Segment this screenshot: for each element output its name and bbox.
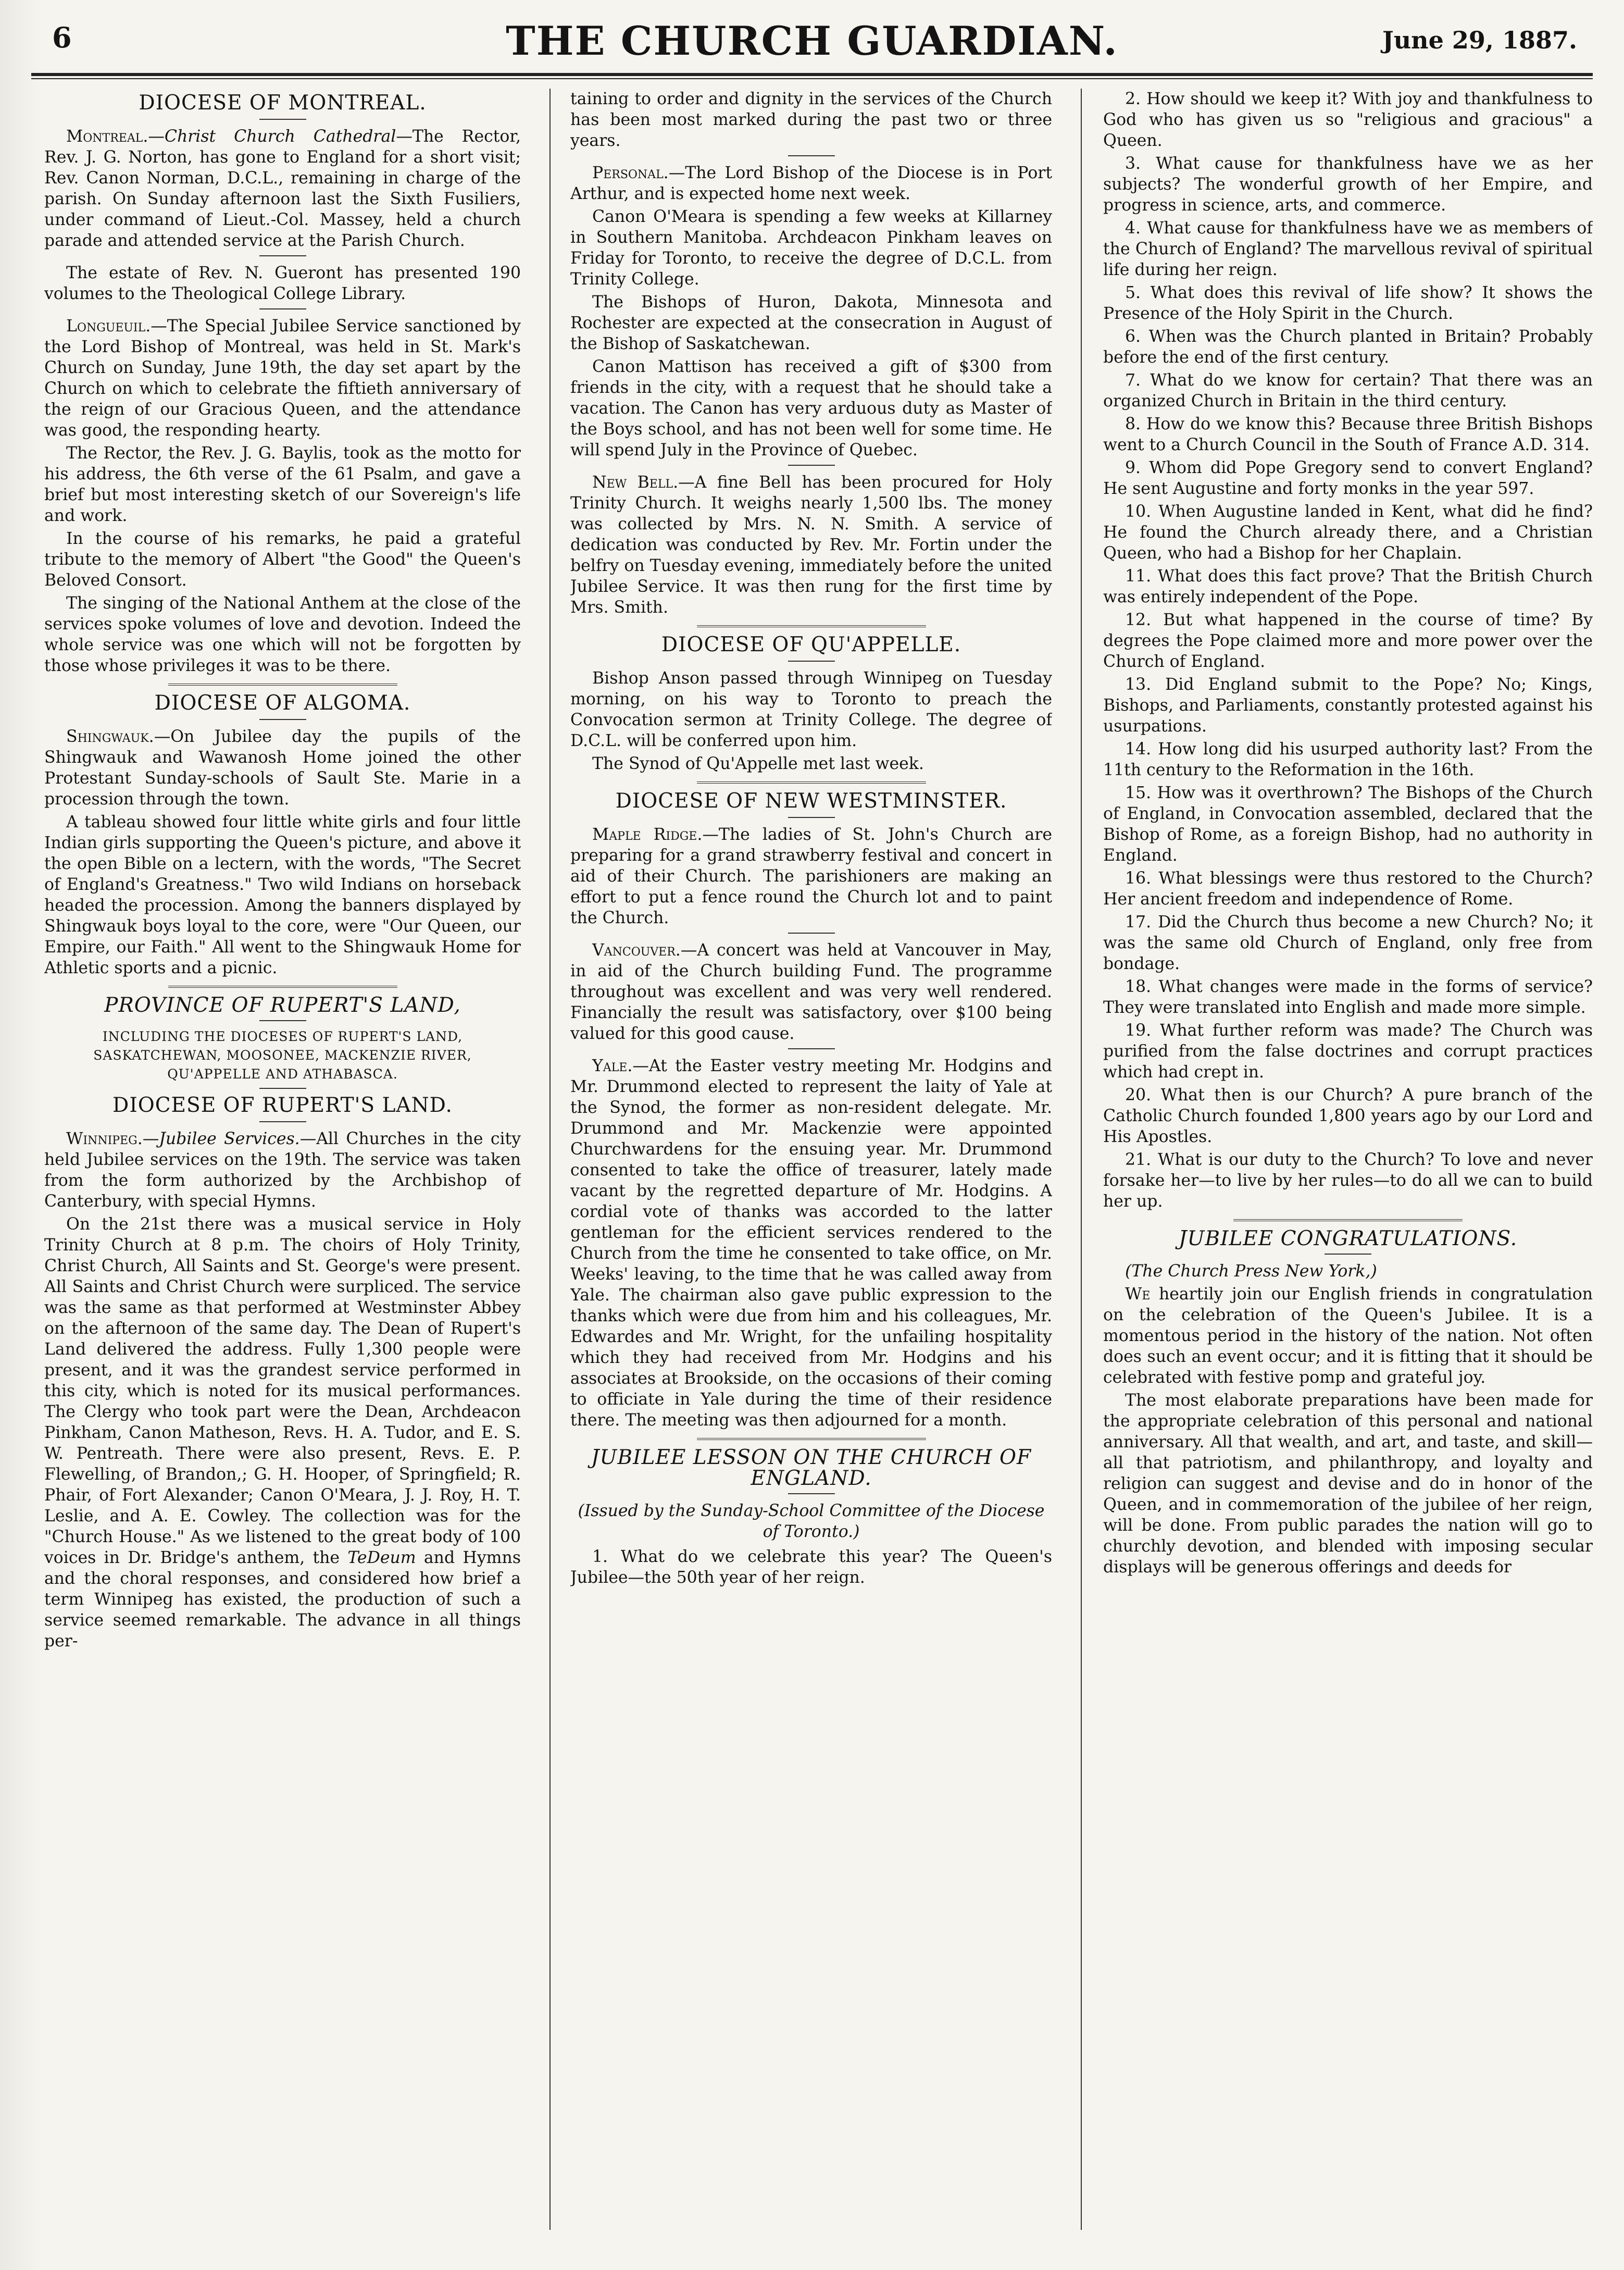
source-note: (The Church Press New York,) [1125,1262,1377,1281]
section-heading: JUBILEE LESSON ON THE CHURCH OF ENGLAND. [591,1446,1032,1490]
section-heading: PROVINCE OF RUPERT'S LAND, [104,994,461,1017]
catechism-question: 7. What do we know for certain? That there was an organized Church in Britain in the third century. [1103,371,1593,411]
article-paragraph: The most elaborate preparations have been made for the appropriate celebration of this personal and national anniversary. All that wealth, and art, and taste, and skill—all that patriotism, and philanthropy, and loyalty and religion can suggest and devise and do in honor of the Queen, and in commemoration of the jubilee of her reign, will be done. From public parades the nation will go to churchly devotion, and blended with imposing secular displays will be generous offerings and deeds for [1103,1391,1593,1577]
column-3 [1103,89,1593,2235]
short-rule [1325,1254,1371,1255]
section-rule [697,782,926,784]
article-paragraph: On the 21st there was a musical service in Holy Trinity Church at 8 p.m. The choirs of Holy Trinity, Christ Church, All Saints and St. George's were present. All Saints and Christ Church were surpliced. The service was the same as that performed at Westminster Abbey on the afternoon of the same day. The Dean of Rupert's Land delivered the address. Fully 1,300 people were present, and it was the grandest service performed in this city, which is noted for its musical performances. The Clergy who took part were the Dean, Archdeacon Pinkham, Canon Matheson, Revs. H. A. Tudor, and E. S. W. Pentreath. There were also present, Revs. E. P. Flewelling, of Brandon,; G. H. Hooper, of Springfield; R. Phair, of Fort Alexander; Canon O'Meara, J. J. Roy, H. T. Leslie, and A. E. Cowley. The collection was for the "Church House." As we listened to the great body of 100 voices in Dr. Bridge's anthem, the TeDeum and Hymns and the choral responses, and considered how brief a term Winnipeg has existed, the production of such a service seemed remarkable. The advance in all things per- [44,1215,521,1651]
catechism-question: 12. But what happened in the course of time? By degrees the Pope claimed more and more power over the Church of England. [1103,611,1593,671]
section-subheading: INCLUDING THE DIOCESES OF RUPERT'S LAND, SASKATCHEWAN, MOOSONEE, MACKENZIE RIVER, QU'APPELLE AND ATHABASCA. [93,1029,472,1082]
article-paragraph: Montreal.—Christ Church Cathedral—The Rector, Rev. J. G. Norton, has gone to England for a short visit; Rev. Canon Norman, D.C.L., remaining in charge of the parish. On Sunday afternoon last the Sixth Fusiliers, under command of Lieut.-Col. Massey, held a church parade and attended service at the Parish Church. [44,127,521,250]
catechism-question: 8. How do we know this? Because three British Bishops went to a Church Council in the South of France A.D. 314. [1103,415,1593,454]
article-paragraph: The Synod of Qu'Appelle met last week. [592,754,924,773]
catechism-question: 3. What cause for thankfulness have we as her subjects? The wonderful growth of her Empire, and progress in science, arts, and commerce. [1103,154,1593,215]
short-rule [259,119,306,120]
section-rule [697,625,926,627]
article-paragraph: The Rector, the Rev. J. G. Baylis, took as the motto for his address, the 6th verse of the 61 Psalm, and gave a brief but most interesting sketch of our Sovereign's life and work. [44,444,521,525]
section-heading: DIOCESE OF ALGOMA. [154,691,411,715]
catechism-question: 5. What does this revival of life show? It shows the Presence of the Holy Spirit in the Church. [1103,283,1593,323]
catechism-question: 18. What changes were made in the forms of service? They were translated into English and made more simple. [1103,977,1593,1017]
issued-by-note: (Issued by the Sunday-School Committee of the Diocese of Toronto.) [578,1502,1045,1541]
article-paragraph: Shingwauk.—On Jubilee day the pupils of the Shingwauk and Wawanosh Home joined the other Protestant Sunday-schools of Sault Ste. Marie in a procession through the town. [44,727,521,809]
article-paragraph: Yale.—At the Easter vestry meeting Mr. Hodgins and Mr. Drummond elected to represent the laity of Yale at the Synod, the former as non-resident delegate. Mr. Drummond and Mr. Mackenzie were appointed Churchwardens for the ensuing year. Mr. Drummond consented to take the office of treasurer, lately made vacant by the regretted departure of Mr. Hodgins. A cordial vote of thanks was accorded to the latter gentleman for the efficient services rendered to the Church from the time he consented to take office, on Mr. Weeks' leaving, to the time that he was called away from Yale. The chairman also gave public expression to the thanks which were due from him and his colleagues, Mr. Edwardes and Mr. Wright, for the unfailing hospitality which they had received from Mr. Hodgins and his associates at Brookside, on the occasions of their coming to officiate in Yale during the time of their residence there. The meeting was then adjourned for a month. [570,1057,1052,1430]
article-paragraph: A tableau showed four little white girls and four little Indian girls supporting the Queen's picture, and above it the open Bible on a lectern, with the words, "The Secret of England's Greatness." Two wild Indians on horseback headed the procession. Among the banners displayed by Shingwauk boys loyal to the core, were "Our Queen, our Empire, our Faith." All went to the Shingwauk Home for Athletic sports and a picnic. [44,813,521,977]
article-paragraph: The Bishops of Huron, Dakota, Minnesota and Rochester are expected at the consecration in August of the Bishop of Saskatchewan. [570,293,1052,353]
short-rule [788,661,835,662]
catechism-question: 6. When was the Church planted in Britain? Probably before the end of the first century. [1103,327,1593,367]
column-divider [1081,89,1082,2230]
catechism-question: 20. What then is our Church? A pure branch of the Catholic Church founded 1,800 years ago by our Lord and His Apostles. [1103,1086,1593,1146]
catechism-question: 4. What cause for thankfulness have we as members of the Church of England? The marvellous revival of spiritual life during her reign. [1103,219,1593,279]
page-number: 6 [52,21,72,54]
column-divider [549,89,551,2230]
article-paragraph: Canon O'Meara is spending a few weeks at Killarney in Southern Manitoba. Archdeacon Pinkham leaves on Friday for Toronto, to receive the degree of D.C.L. from Trinity College. [570,207,1052,289]
short-rule [788,155,835,156]
article-paragraph: In the course of his remarks, he paid a grateful tribute to the memory of Albert "the Good" the Queen's Beloved Consort. [44,529,521,590]
catechism-question: 21. What is our duty to the Church? To love and never forsake her—to live by her rules—to do all we can to build her up. [1103,1150,1593,1211]
catechism-question: 9. Whom did Pope Gregory send to convert England? He sent Augustine and forty monks in the year 597. [1103,458,1593,498]
article-paragraph: taining to order and dignity in the services of the Church has been most marked during the past two or three years. [570,90,1052,150]
section-rule [697,1438,926,1440]
article-paragraph: Vancouver.—A concert was held at Vancouver in May, in aid of the Church building Fund. The programme throughout was excellent and was very well rendered. Financially the result was satisfactory, over $100 being valued for this good cause. [570,941,1052,1043]
catechism-question: 13. Did England submit to the Pope? No; Kings, Bishops, and Parliaments, constantly protested against his usurpations. [1103,675,1593,736]
newspaper-title: THE CHURCH GUARDIAN. [506,18,1118,64]
scan-shadow [0,0,42,2270]
column-2 [570,89,1052,2235]
short-rule [788,1048,835,1049]
section-heading: DIOCESE OF RUPERT'S LAND. [113,1094,453,1117]
article-paragraph: Maple Ridge.—The ladies of St. John's Church are preparing for a grand strawberry festival and concert in aid of their Church. The parishioners are making an effort to put a fence round the Church lot and to paint the Church. [570,825,1052,927]
article-paragraph: Winnipeg.—Jubilee Services.—All Churches in the city held Jubilee services on the 19th. The service was taken from the form authorized by the Archbishop of Canterbury, with special Hymns. [44,1130,521,1211]
section-heading: DIOCESE OF NEW WESTMINSTER. [615,789,1007,813]
short-rule [259,255,306,256]
column-1 [44,89,521,2235]
article-paragraph: Personal.—The Lord Bishop of the Diocese is in Port Arthur, and is expected home next week. [570,164,1052,203]
short-rule [259,719,306,720]
masthead [31,10,1593,76]
article-paragraph: We heartily join our English friends in congratulation on the celebration of the Queen's Jubilee. It is a momentous period in the history of the nation. Not often does such an event occur; and it is fitting that it should be celebrated with festive pomp and grateful joy. [1103,1285,1593,1387]
catechism-question: 14. How long did his usurped authority last? From the 11th century to the Reformation in the 16th. [1103,740,1593,779]
catechism-question: 16. What blessings were thus restored to the Church? Her ancient freedom and independence of Rome. [1103,869,1593,909]
section-rule [1233,1219,1463,1221]
short-rule [259,1088,306,1089]
catechism-question: 17. Did the Church thus become a new Church? No; it was the same old Church of England, only free from bondage. [1103,913,1593,973]
catechism-question: 19. What further reform was made? The Church was purified from the false doctrines and corrupt practices which had crept in. [1103,1021,1593,1082]
section-heading: DIOCESE OF QU'APPELLE. [661,633,961,656]
short-rule [788,817,835,818]
short-rule [788,465,835,466]
section-rule [168,986,397,988]
section-rule [168,684,397,686]
catechism-question: 2. How should we keep it? With joy and thankfulness to God who has given us so "religious and gracious" a Queen. [1103,90,1593,150]
catechism-question: 10. When Augustine landed in Kent, what did he find? He found the Church already there, and a Christian Queen, who had a Bishop for her Chaplain. [1103,502,1593,563]
catechism-question: 15. How was it overthrown? The Bishops of the Church of England, in Convocation assembled, declared that the Bishop of Rome, as a foreign Bishop, had no authority in England. [1103,784,1593,865]
catechism-question: 1. What do we celebrate this year? The Queen's Jubilee—the 50th year of her reign. [570,1547,1052,1587]
section-heading: JUBILEE CONGRATULATIONS. [1178,1227,1518,1250]
article-paragraph: Bishop Anson passed through Winnipeg on Tuesday morning, on his way to Toronto to preach the Convocation sermon at Trinity College. The degree of D.C.L. will be conferred upon him. [570,669,1052,750]
article-paragraph: The singing of the National Anthem at the close of the services spoke volumes of love and devotion. Indeed the whole service was one which will not be forgotten by those whose privileges it was to be there. [44,594,521,675]
short-rule [259,1121,306,1122]
issue-date: June 29, 1887. [1382,26,1577,54]
masthead-rule [31,78,1593,79]
article-paragraph: Longueuil.—The Special Jubilee Service sanctioned by the Lord Bishop of Montreal, was held in St. Mark's Church on Sunday, June 19th, the day set apart by the Church on which to celebrate the fiftieth anniversary of the reign of our Gracious Queen, and the attendance was good, the responding hearty. [44,317,521,440]
short-rule [788,933,835,934]
short-rule [788,1493,835,1494]
short-rule [259,1020,306,1021]
article-paragraph: Canon Mattison has received a gift of $300 from friends in the city, with a request that he should take a vacation. The Canon has very arduous duty as Master of the Boys school, and has not been well for some time. He will spend July in the Province of Quebec. [570,357,1052,460]
article-paragraph: New Bell.—A fine Bell has been procured for Holy Trinity Church. It weighs nearly 1,500 lbs. The money was collected by Mrs. N. N. Smith. A service of dedication was conducted by Rev. Mr. Fortin under the belfry on Tuesday evening, immediately before the united Jubilee Service. It was then rung for the first time by Mrs. Smith. [570,473,1052,617]
catechism-question: 11. What does this fact prove? That the British Church was entirely independent of the Pope. [1103,567,1593,606]
short-rule [259,308,306,309]
section-heading: DIOCESE OF MONTREAL. [139,91,427,115]
article-paragraph: The estate of Rev. N. Gueront has presented 190 volumes to the Theological College Library. [44,264,521,303]
